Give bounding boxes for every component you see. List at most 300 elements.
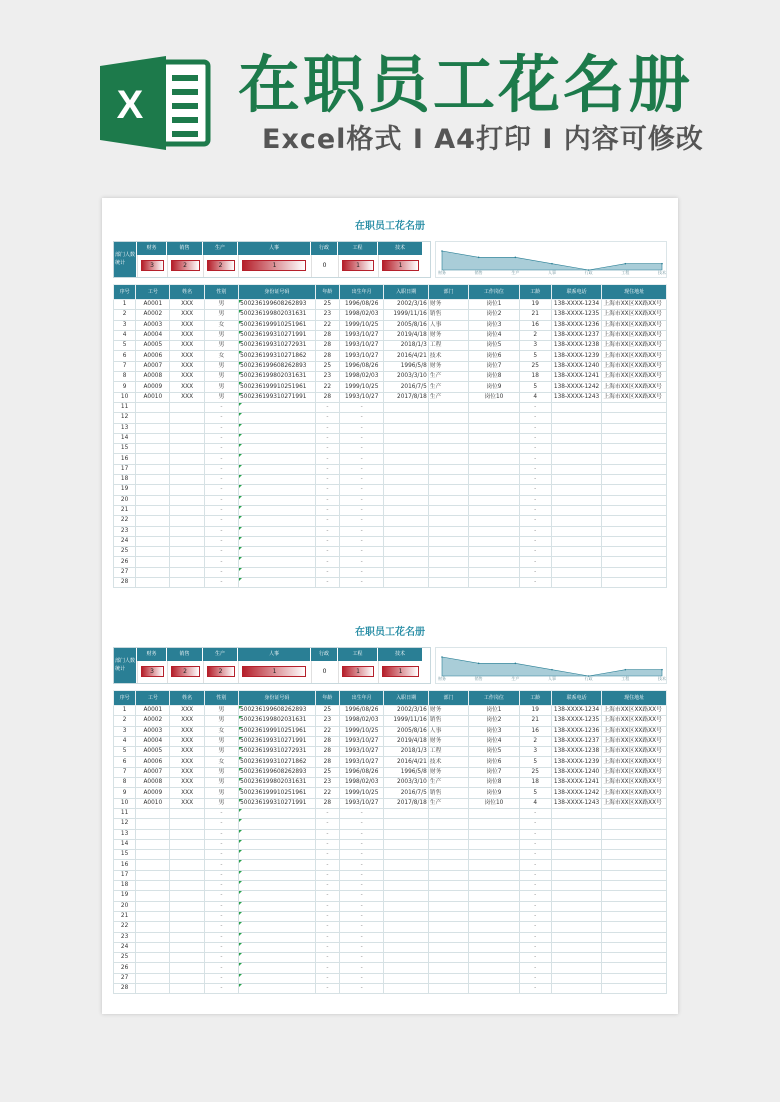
table-cell (384, 578, 428, 588)
column-header: 入职日期 (384, 691, 428, 706)
table-cell: 上海市XX区XX路XX号 (602, 320, 667, 330)
table-cell (602, 891, 667, 901)
table-cell (469, 870, 519, 880)
table-cell: - (315, 423, 339, 433)
table-cell (469, 839, 519, 849)
table-cell: 1996/5/8 (384, 361, 428, 371)
table-cell (551, 963, 601, 973)
table-cell: XXX (170, 726, 204, 736)
table-cell (551, 942, 601, 952)
table-row-empty (114, 413, 667, 423)
mini-chart-label: 工程 (621, 676, 630, 681)
table-cell: 1996/08/26 (339, 361, 383, 371)
table-cell: 岗位5 (469, 747, 519, 757)
table-cell (551, 444, 601, 454)
table-row-empty (114, 870, 667, 880)
table-cell (170, 984, 204, 994)
table-cell: 23 (315, 716, 339, 726)
table-cell: - (339, 454, 383, 464)
table-row-empty (114, 475, 667, 485)
table-cell (384, 567, 428, 577)
table-cell: 岗位3 (469, 726, 519, 736)
table-cell (428, 901, 468, 911)
table-cell: XXX (170, 788, 204, 798)
table-cell: 28 (114, 578, 136, 588)
table-cell (239, 963, 316, 973)
table-cell: - (204, 464, 238, 474)
table-cell (384, 963, 428, 973)
table-cell: - (315, 901, 339, 911)
table-cell (239, 870, 316, 880)
table-row-empty (114, 932, 667, 942)
table-cell: 12 (114, 819, 136, 829)
table-cell: 财务 (428, 736, 468, 746)
table-cell (469, 547, 519, 557)
table-cell: - (204, 911, 238, 921)
department-count: 3 (150, 262, 154, 269)
table-cell: 女 (204, 320, 238, 330)
table-row-empty (114, 819, 667, 829)
table-cell: 138-XXXX-1235 (551, 716, 601, 726)
table-cell: 21 (519, 716, 551, 726)
table-cell: 1998/02/03 (339, 310, 383, 320)
table-cell: XXX (170, 351, 204, 361)
department-count: 2 (218, 262, 223, 269)
department-count: 1 (272, 668, 277, 675)
table-cell: 男 (204, 716, 238, 726)
column-header: 出生年月 (339, 691, 383, 706)
table-cell: 男 (204, 341, 238, 351)
excel-icon (100, 56, 212, 150)
sheet-title: 在职员工花名册 (355, 221, 425, 232)
table-cell: - (339, 495, 383, 505)
table-row-empty (114, 963, 667, 973)
column-header: 入职日期 (384, 285, 428, 300)
table-cell (136, 536, 170, 546)
table-cell (239, 819, 316, 829)
table-cell (170, 454, 204, 464)
table-cell: 21 (519, 310, 551, 320)
column-header: 联系电话 (551, 285, 601, 300)
table-cell (170, 829, 204, 839)
table-cell: 女 (204, 757, 238, 767)
table-cell (384, 850, 428, 860)
table-cell: 28 (114, 984, 136, 994)
table-cell: A0002 (136, 310, 170, 320)
table-cell: 销售 (428, 310, 468, 320)
table-cell: - (315, 953, 339, 963)
table-cell: 22 (315, 726, 339, 736)
table-cell (239, 932, 316, 942)
table-cell (469, 808, 519, 818)
table-cell: - (519, 963, 551, 973)
table-cell: - (204, 516, 238, 526)
table-row (114, 341, 667, 351)
table-cell: - (339, 850, 383, 860)
table-cell (602, 911, 667, 921)
table-row-empty (114, 850, 667, 860)
table-cell (170, 547, 204, 557)
table-cell (384, 901, 428, 911)
table-cell: 18 (519, 778, 551, 788)
table-cell (469, 423, 519, 433)
table-cell (551, 557, 601, 567)
table-cell (602, 922, 667, 932)
table-cell: 138-XXXX-1238 (551, 747, 601, 757)
table-row (114, 372, 667, 382)
table-cell: 500236199802031631 (239, 372, 316, 382)
table-cell: 23 (315, 372, 339, 382)
table-cell (136, 547, 170, 557)
column-header: 现住地址 (602, 285, 667, 300)
department-column (166, 648, 202, 683)
table-cell: - (339, 475, 383, 485)
table-cell (469, 578, 519, 588)
table-cell (239, 839, 316, 849)
department-count-cell (137, 255, 166, 277)
table-cell (469, 536, 519, 546)
mini-chart-label: 生产 (511, 270, 520, 275)
table-cell (170, 860, 204, 870)
table-cell (469, 444, 519, 454)
table-cell: A0009 (136, 788, 170, 798)
table-cell: - (519, 536, 551, 546)
table-row-empty (114, 423, 667, 433)
table-cell: - (339, 516, 383, 526)
department-name: 工程 (338, 242, 377, 255)
table-cell: 138-XXXX-1234 (551, 300, 601, 310)
table-cell: 岗位4 (469, 330, 519, 340)
table-cell (384, 547, 428, 557)
table-cell: 生产 (428, 778, 468, 788)
table-cell: 上海市XX区XX路XX号 (602, 736, 667, 746)
table-cell (170, 911, 204, 921)
table-cell: 500236199910251961 (239, 382, 316, 392)
table-cell: 岗位2 (469, 310, 519, 320)
table-cell: - (519, 911, 551, 921)
table-cell (551, 819, 601, 829)
table-cell: 上海市XX区XX路XX号 (602, 788, 667, 798)
table-cell: - (339, 547, 383, 557)
table-cell (551, 891, 601, 901)
department-count-cell (238, 661, 310, 683)
table-cell (170, 444, 204, 454)
table-cell: 上海市XX区XX路XX号 (602, 392, 667, 402)
table-cell: - (519, 973, 551, 983)
table-cell: XXX (170, 757, 204, 767)
table-cell: 22 (315, 788, 339, 798)
table-cell (170, 942, 204, 952)
table-row (114, 320, 667, 330)
table-cell: - (315, 850, 339, 860)
table-cell: 26 (114, 557, 136, 567)
table-row-empty (114, 984, 667, 994)
table-cell: - (339, 819, 383, 829)
column-header: 工龄 (519, 285, 551, 300)
table-row-empty (114, 922, 667, 932)
table-row (114, 736, 667, 746)
table-cell: - (339, 485, 383, 495)
table-cell: A0004 (136, 736, 170, 746)
table-cell: 5 (114, 747, 136, 757)
table-cell: 24 (114, 536, 136, 546)
table-cell (469, 516, 519, 526)
table-cell: 财务 (428, 706, 468, 716)
table-row (114, 382, 667, 392)
table-cell: - (519, 433, 551, 443)
table-cell (551, 860, 601, 870)
table-cell (136, 829, 170, 839)
table-cell (170, 932, 204, 942)
table-cell (551, 953, 601, 963)
table-cell: 500236199310272931 (239, 341, 316, 351)
table-cell: 25 (315, 767, 339, 777)
table-cell (170, 953, 204, 963)
table-cell: 1993/10/27 (339, 798, 383, 808)
table-cell: - (315, 505, 339, 515)
department-count-cell (238, 255, 310, 277)
mini-chart-label: 行政 (584, 270, 593, 275)
table-cell: 财务 (428, 330, 468, 340)
table-cell (239, 942, 316, 952)
table-cell: - (315, 485, 339, 495)
table-cell (428, 464, 468, 474)
table-cell: A0009 (136, 382, 170, 392)
table-cell: 1993/10/27 (339, 341, 383, 351)
table-row (114, 778, 667, 788)
table-cell: - (315, 567, 339, 577)
table-cell: 18 (114, 881, 136, 891)
table-cell (551, 454, 601, 464)
table-cell: 上海市XX区XX路XX号 (602, 706, 667, 716)
table-cell: 138-XXXX-1234 (551, 706, 601, 716)
table-row-empty (114, 536, 667, 546)
table-cell: 19 (114, 485, 136, 495)
mini-chart-point (551, 263, 553, 265)
table-cell: - (315, 819, 339, 829)
table-cell: 生产 (428, 392, 468, 402)
table-cell: 138-XXXX-1243 (551, 798, 601, 808)
department-column (337, 648, 377, 683)
table-cell (384, 829, 428, 839)
table-row-empty (114, 808, 667, 818)
table-cell: A0010 (136, 392, 170, 402)
table-row-empty (114, 444, 667, 454)
table-cell: 1996/08/26 (339, 767, 383, 777)
department-name: 销售 (167, 648, 202, 661)
table-cell: 男 (204, 330, 238, 340)
table-cell (239, 557, 316, 567)
table-row-empty (114, 953, 667, 963)
table-cell: 男 (204, 778, 238, 788)
table-cell (239, 578, 316, 588)
table-cell: 1996/5/8 (384, 767, 428, 777)
table-cell: 4 (114, 330, 136, 340)
table-cell: 岗位6 (469, 757, 519, 767)
table-cell: 1993/10/27 (339, 351, 383, 361)
table-cell (170, 526, 204, 536)
table-cell: 500236199310271862 (239, 351, 316, 361)
table-cell (136, 475, 170, 485)
table-cell: - (204, 423, 238, 433)
table-cell (602, 547, 667, 557)
department-count: 1 (356, 668, 360, 675)
table-cell (170, 423, 204, 433)
table-cell (384, 870, 428, 880)
table-cell: - (339, 557, 383, 567)
hero-banner (0, 0, 780, 195)
table-cell: 16 (114, 860, 136, 870)
table-cell (602, 942, 667, 952)
table-cell (602, 454, 667, 464)
table-cell (239, 567, 316, 577)
table-cell: 5 (519, 351, 551, 361)
department-count: 1 (398, 262, 403, 269)
column-header: 序号 (114, 285, 136, 300)
table-cell: 岗位5 (469, 341, 519, 351)
table-cell: - (339, 464, 383, 474)
table-cell: 岗位10 (469, 798, 519, 808)
table-cell: 138-XXXX-1238 (551, 341, 601, 351)
table-cell: - (519, 516, 551, 526)
table-cell: 9 (114, 788, 136, 798)
department-count-cell (378, 661, 422, 683)
table-row (114, 798, 667, 808)
table-cell (170, 850, 204, 860)
table-cell: 2003/3/10 (384, 372, 428, 382)
table-cell: 23 (114, 526, 136, 536)
mini-chart-area (442, 657, 662, 676)
column-header: 工龄 (519, 691, 551, 706)
table-cell (384, 505, 428, 515)
table-cell: - (519, 567, 551, 577)
department-name: 生产 (203, 242, 237, 255)
table-cell: - (315, 547, 339, 557)
mini-chart-point (625, 669, 627, 671)
table-cell: 男 (204, 706, 238, 716)
table-cell (170, 516, 204, 526)
table-row-empty (114, 881, 667, 891)
department-stats (113, 241, 431, 278)
table-cell (428, 953, 468, 963)
table-cell (428, 526, 468, 536)
table-cell: - (519, 444, 551, 454)
table-cell (136, 911, 170, 921)
table-cell: - (315, 526, 339, 536)
table-row-empty (114, 860, 667, 870)
table-cell (469, 495, 519, 505)
table-cell (384, 891, 428, 901)
table-cell (384, 942, 428, 952)
department-column (136, 242, 166, 277)
table-cell: 138-XXXX-1239 (551, 351, 601, 361)
table-cell: - (339, 922, 383, 932)
table-cell: A0010 (136, 798, 170, 808)
table-cell: XXX (170, 736, 204, 746)
table-cell: 2003/3/10 (384, 778, 428, 788)
table-cell (136, 402, 170, 412)
table-row-empty (114, 526, 667, 536)
table-cell (602, 819, 667, 829)
table-row-empty (114, 495, 667, 505)
column-header: 工作岗位 (469, 285, 519, 300)
department-column (202, 648, 237, 683)
table-cell: 1998/02/03 (339, 716, 383, 726)
table-cell (136, 495, 170, 505)
table-cell: - (315, 911, 339, 921)
department-column (377, 242, 422, 277)
table-cell (170, 413, 204, 423)
table-header-row (114, 285, 667, 300)
table-cell: 19 (114, 891, 136, 901)
table-cell (469, 932, 519, 942)
table-cell: 16 (519, 726, 551, 736)
table-cell (136, 464, 170, 474)
table-cell (384, 839, 428, 849)
table-cell (469, 475, 519, 485)
table-cell: XXX (170, 767, 204, 777)
table-cell (428, 839, 468, 849)
table-row (114, 392, 667, 402)
department-count: 0 (322, 262, 327, 269)
table-cell: 138-XXXX-1243 (551, 392, 601, 402)
table-row (114, 788, 667, 798)
table-cell: 1993/10/27 (339, 747, 383, 757)
table-cell (428, 423, 468, 433)
table-cell (428, 557, 468, 567)
table-cell: 2016/7/5 (384, 382, 428, 392)
table-cell (551, 526, 601, 536)
table-cell (239, 444, 316, 454)
table-cell: 2005/8/16 (384, 320, 428, 330)
table-cell (551, 433, 601, 443)
department-stats-label: 部门人数统计 (114, 648, 136, 683)
table-cell (602, 808, 667, 818)
table-cell (136, 567, 170, 577)
department-count-cell (167, 255, 202, 277)
table-cell: 岗位2 (469, 716, 519, 726)
table-cell (136, 881, 170, 891)
department-mini-chart (435, 647, 667, 684)
table-cell (469, 973, 519, 983)
table-cell (602, 953, 667, 963)
mini-chart-point (478, 257, 480, 259)
table-cell: 男 (204, 361, 238, 371)
table-cell (428, 942, 468, 952)
table-cell: 技术 (428, 351, 468, 361)
mini-chart-point (661, 669, 663, 671)
table-cell: 1993/10/27 (339, 736, 383, 746)
table-cell (136, 953, 170, 963)
table-cell: 26 (114, 963, 136, 973)
table-cell (136, 526, 170, 536)
table-cell (136, 839, 170, 849)
table-cell: 2017/8/18 (384, 798, 428, 808)
table-cell (136, 973, 170, 983)
table-cell: - (519, 808, 551, 818)
department-count: 2 (183, 668, 187, 675)
table-cell (384, 433, 428, 443)
table-cell: XXX (170, 706, 204, 716)
table-cell: - (315, 495, 339, 505)
column-header: 性别 (204, 285, 238, 300)
table-row-empty (114, 829, 667, 839)
table-cell (384, 973, 428, 983)
table-cell: XXX (170, 300, 204, 310)
table-cell (551, 808, 601, 818)
table-cell: 23 (315, 310, 339, 320)
table-cell: 500236199802031631 (239, 310, 316, 320)
